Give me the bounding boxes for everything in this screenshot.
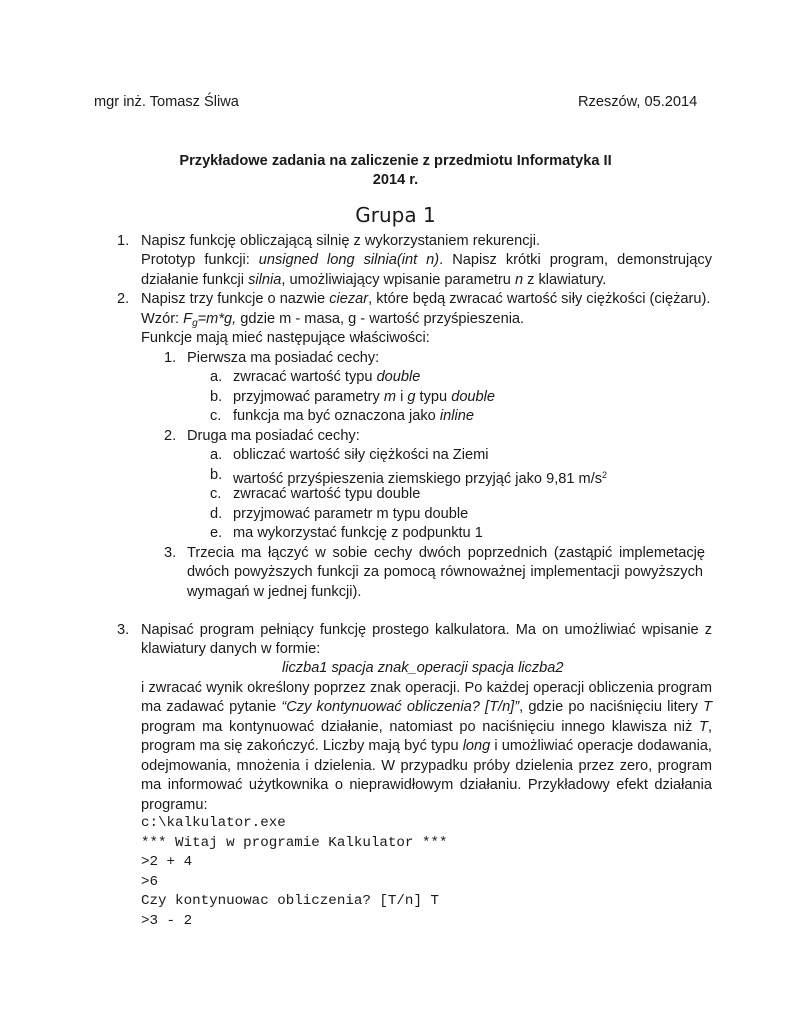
task3-line7: program ma się zakończyć. Liczby mają być typu long i umożliwiać operacje dodawania, <box>141 738 712 754</box>
task3-line2: klawiatury danych w formie: <box>141 641 321 657</box>
task1-line2: Prototyp funkcji: unsigned long silnia(int n). Napisz krótki program, demonstrujący <box>141 252 712 268</box>
task1-number: 1. <box>117 233 130 249</box>
task3-line6: program ma kontynuować działanie, natomiast po naciśnięciu innego klawisza niż T, <box>141 719 712 735</box>
task2-sub2-c-text: zwracać wartość typu double <box>233 486 421 502</box>
task2-line3: Funkcje mają mieć następujące właściwości: <box>141 330 430 346</box>
document-title-line2: 2014 r. <box>372 172 419 188</box>
task2-sub2-e-text: ma wykorzystać funkcję z podpunktu 1 <box>233 525 483 541</box>
task3-line5: ma zadawać pytanie “Czy kontynuować obliczenia? [T/n]”, gdzie po naciśnięciu litery T <box>141 699 712 715</box>
task2-sub2-d-letter: d. <box>210 506 223 522</box>
task2-sub2-text: Druga ma posiadać cechy: <box>187 428 360 444</box>
task2-sub2-a-letter: a. <box>210 447 223 463</box>
place-date: Rzeszów, 05.2014 <box>578 94 698 110</box>
task2-sub3-number: 3. <box>164 545 177 561</box>
task2-sub1-number: 1. <box>164 350 177 366</box>
task2-number: 2. <box>117 291 130 307</box>
author-name: mgr inż. Tomasz Śliwa <box>94 94 239 110</box>
task2-sub3-line2: dwóch powyższych funkcji za pomocą równoważnej implementacji powyższych <box>187 564 703 580</box>
code-line: *** Witaj w programie Kalkulator *** <box>141 835 448 851</box>
code-line: >6 <box>141 874 159 890</box>
task2-formula-line: Wzór: $F_g=m*g$, gdzie m - masa, g - wartość przyśpieszenia. <box>141 311 525 329</box>
task1-line1: Napisz funkcję obliczającą silnię z wykorzystaniem rekurencji. <box>141 233 541 249</box>
task2-sub1-c-text: funkcja ma być oznaczona jako inline <box>233 408 474 424</box>
group-title: Grupa 1 <box>355 203 436 227</box>
task3-line9: ma informować użytkownika o nieprawidłowym działaniu. Przykładowy efekt działania <box>141 777 712 793</box>
task2-sub2-b-text: wartość przyśpieszenia ziemskiego przyjąć jako 9,81 $m/s^2$ <box>233 470 608 487</box>
task3-line8: odejmowania, mnożenia i dzielenia. W przypadku próby dzielenia przez zero, program <box>141 758 712 774</box>
document-title-line1: Przykładowe zadania na zaliczenie z przedmiotu Informatyka II <box>179 153 612 169</box>
task2-sub1-a-text: zwracać wartość typu double <box>233 369 421 385</box>
task2-sub1-a-letter: a. <box>210 369 223 385</box>
task2-sub2-a-text: obliczać wartość siły ciężkości na Ziemi <box>233 447 489 463</box>
task2-line1: Napisz trzy funkcje o nazwie ciezar, które będą zwracać wartość siły ciężkości (ciężaru). <box>141 291 711 307</box>
task3-number: 3. <box>117 622 130 638</box>
task3-line10: programu: <box>141 797 208 813</box>
task1-line3: działanie funkcji silnia, umożliwiający wpisanie parametru n z klawiatury. <box>141 272 607 288</box>
task2-sub1-b-text: przyjmować parametry m i g typu double <box>233 389 496 405</box>
code-line: >2 + 4 <box>141 854 193 870</box>
code-line: Czy kontynuowac obliczenia? [T/n] T <box>141 893 439 909</box>
task2-sub2-e-letter: e. <box>210 525 223 541</box>
task2-sub3-line1: Trzecia ma łączyć w sobie cechy dwóch poprzednich (zastąpić implemetację <box>187 545 705 561</box>
task2-sub1-c-letter: c. <box>210 408 222 424</box>
task2-sub2-c-letter: c. <box>210 486 222 502</box>
task3-formula: liczba1 spacja znak_operacji spacja liczba2 <box>282 660 564 676</box>
task3-line1: Napisać program pełniący funkcję prostego kalkulatora. Ma on umożliwiać wpisanie z <box>141 622 712 638</box>
task3-line4: i zwracać wynik określony poprzez znak operacji. Po każdej operacji obliczenia program <box>141 680 712 696</box>
task2-sub1-text: Pierwsza ma posiadać cechy: <box>187 350 380 366</box>
task2-sub2-d-text: przyjmować parametr m typu double <box>233 506 469 522</box>
task2-sub2-number: 2. <box>164 428 177 444</box>
task2-sub2-b-letter: b. <box>210 467 223 483</box>
task2-sub1-b-letter: b. <box>210 389 223 405</box>
code-line: c:\kalkulator.exe <box>141 815 286 831</box>
task2-sub3-line3: wymagań w jednej funkcji). <box>187 584 362 600</box>
code-line: >3 - 2 <box>141 913 193 929</box>
